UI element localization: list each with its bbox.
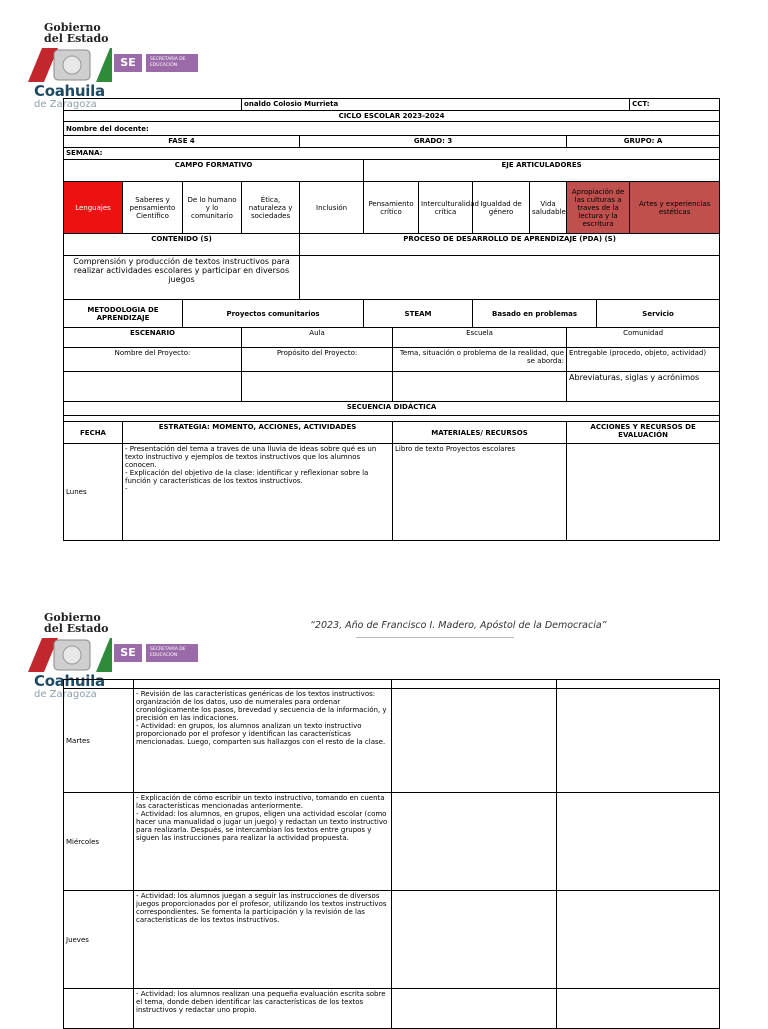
logo-gobierno-text: Gobierno del Estado: [44, 21, 109, 45]
estrategia-header: ESTRATEGIA: MOMENTO, ACCIONES, ACTIVIDADES: [123, 422, 393, 444]
se-logo: SE: [114, 644, 142, 662]
metodo-proyectos[interactable]: Proyectos comunitarios: [183, 300, 364, 328]
day-materials[interactable]: [392, 689, 557, 793]
day-materials[interactable]: [392, 891, 557, 989]
metodo-problemas[interactable]: Basado en problemas: [473, 300, 597, 328]
coahuila-text: Coahuila: [34, 82, 105, 100]
escenario-label: ESCENARIO: [64, 328, 242, 348]
escenario-comunidad[interactable]: Comunidad: [567, 328, 720, 348]
grupo: GRUPO: A: [567, 136, 720, 148]
abreviaturas-text: Abreviaturas, siglas y acrónimos: [567, 372, 720, 402]
fecha-header: FECHA: [64, 422, 123, 444]
day-materials[interactable]: Libro de texto Proyectos escolares: [393, 444, 567, 541]
contenido-header: CONTENIDO (S): [64, 234, 300, 256]
planning-form: [63, 98, 720, 541]
day-strategy[interactable]: - Explicación de cómo escribir un texto instructivo, tomando en cuenta las características mencionadas anteriormente. - Actividad: los alumnos, en grupos, eligen una actividad escolar (como hacer una manualidad o jugar un juego) y redactan un texto instructivo para realizarla. Después, se intercambian los textos entre grupos y siguen las instrucciones para realizar la actividad propuesta.: [134, 793, 392, 891]
eje-articuladores-header: EJE ARTICULADORES: [364, 160, 720, 182]
campo-humano[interactable]: De lo humano y lo comunitario: [183, 182, 242, 234]
day-strategy[interactable]: - Actividad: los alumnos juegan a seguir las instrucciones de diversos juegos proporcionados por el profesor, utilizando los textos instructivos correspondientes. Se fomenta la participación y la revisión de las características de los textos instructivos.: [134, 891, 392, 989]
day-label: [64, 989, 134, 1029]
day-strategy[interactable]: - Presentación del tema a traves de una lluvia de ideas sobre qué es un texto instructivo y ejemplos de textos instructivos que los alumnos conocen. - Explicación del objetivo de la clase: identificar y reflexionar sobre la función y características de los textos instructivos. -: [123, 444, 393, 541]
escenario-escuela[interactable]: Escuela: [393, 328, 567, 348]
proposito-value[interactable]: [242, 372, 393, 402]
day-materials[interactable]: [392, 989, 557, 1029]
metodo-servicio[interactable]: Servicio: [597, 300, 720, 328]
eje-interculturalidad[interactable]: Interculturalidad crítica: [419, 182, 473, 234]
day-materials[interactable]: [392, 793, 557, 891]
eje-igualdad[interactable]: Igualdad de género: [473, 182, 530, 234]
escenario-aula[interactable]: Aula: [242, 328, 393, 348]
day-label: Miércoles: [64, 793, 134, 891]
grado: GRADO: 3: [300, 136, 567, 148]
tema-value[interactable]: [393, 372, 567, 402]
zaragoza-text: de Zaragoza: [34, 689, 97, 700]
day-label: Jueves: [64, 891, 134, 989]
zaragoza-text: de Zaragoza: [34, 99, 97, 110]
proyecto-value[interactable]: [64, 372, 242, 402]
metodologia-label: METODOLOGIA DE APRENDIZAJE: [64, 300, 183, 328]
day-evaluation[interactable]: [557, 891, 720, 989]
evaluacion-header: ACCIONES Y RECURSOS DE EVALUACIÓN: [567, 422, 720, 444]
day-evaluation[interactable]: [557, 989, 720, 1029]
tema-label: Tema, situación o problema de la realidad, que se aborda:: [393, 348, 567, 372]
docente-field[interactable]: Nombre del docente:: [64, 122, 720, 136]
day-evaluation[interactable]: [557, 793, 720, 891]
day-label: Lunes: [64, 444, 123, 541]
campo-lenguajes[interactable]: Lenguajes: [64, 182, 123, 234]
eje-vida-saludable[interactable]: Vida saludable: [530, 182, 567, 234]
se-logo: SE: [114, 54, 142, 72]
eje-artes[interactable]: Artes y experiencias estéticas: [630, 182, 720, 234]
proposito-label: Propósito del Proyecto:: [242, 348, 393, 372]
crest-icon: [28, 638, 112, 672]
logo-gobierno-text: Gobierno del Estado: [44, 611, 109, 635]
cct-field[interactable]: CCT:: [630, 99, 720, 111]
se-subtitle: SECRETARÍA DE EDUCACIÓN: [146, 54, 198, 72]
ciclo-escolar: CICLO ESCOLAR 2023-2024: [64, 111, 720, 122]
coahuila-text: Coahuila: [34, 672, 105, 690]
eje-apropiacion[interactable]: Apropiación de las culturas a traves de la lectura y la escritura: [567, 182, 630, 234]
day-strategy[interactable]: - Revisión de las características genéricas de los textos instructivos: organización de los datos, uso de numerales para ordenar cronológicamente los pasos, brevedad y secuencia de la información, y precisión en las indicaciones. - Actividad: en grupos, los alumnos analizan un texto instructivo proporcionado por el profesor y identifican las características mencionadas. Luego, comparten sus hallazgos con el resto de la clase.: [134, 689, 392, 793]
campo-formativo-header: CAMPO FORMATIVO: [64, 160, 364, 182]
day-label: Martes: [64, 689, 134, 793]
sequence-table: [63, 679, 720, 1029]
crest-icon: [28, 48, 112, 82]
secuencia-header: SECUENCIA DIDÁCTICA: [64, 402, 720, 416]
contenido-text: Comprensión y producción de textos instructivos para realizar actividades escolares y participar en diversos juegos: [64, 256, 300, 300]
eje-inclusion[interactable]: Inclusión: [300, 182, 364, 234]
day-evaluation[interactable]: [557, 689, 720, 793]
pda-text[interactable]: [300, 256, 720, 300]
materiales-header: MATERIALES/ RECURSOS: [393, 422, 567, 444]
fase: FASE 4: [64, 136, 300, 148]
motto-text: “2023, Año de Francisco I. Madero, Apóstol de la Democracia”: [310, 620, 607, 631]
se-subtitle: SECRETARÍA DE EDUCACIÓN: [146, 644, 198, 662]
motto-underline: [356, 637, 514, 638]
campo-etica[interactable]: Ética, naturaleza y sociedades: [242, 182, 300, 234]
day-evaluation[interactable]: [567, 444, 720, 541]
proyecto-label: Nombre del Proyecto:: [64, 348, 242, 372]
eje-pensamiento[interactable]: Pensamiento crítico: [364, 182, 419, 234]
pda-header: PROCESO DE DESARROLLO DE APRENDIZAJE (PDA) (S): [300, 234, 720, 256]
entregable-label: Entregable (procedo, objeto, actividad): [567, 348, 720, 372]
page-separator: [0, 560, 768, 610]
school-name: onaldo Colosio Murrieta: [242, 99, 630, 111]
semana-field[interactable]: SEMANA:: [64, 148, 720, 160]
metodo-steam[interactable]: STEAM: [364, 300, 473, 328]
day-strategy[interactable]: - Actividad: los alumnos realizan una pequeña evaluación escrita sobre el tema, donde deben identificar las características de los textos instructivos y redactar uno propio.: [134, 989, 392, 1029]
campo-saberes[interactable]: Saberes y pensamiento Científico: [123, 182, 183, 234]
